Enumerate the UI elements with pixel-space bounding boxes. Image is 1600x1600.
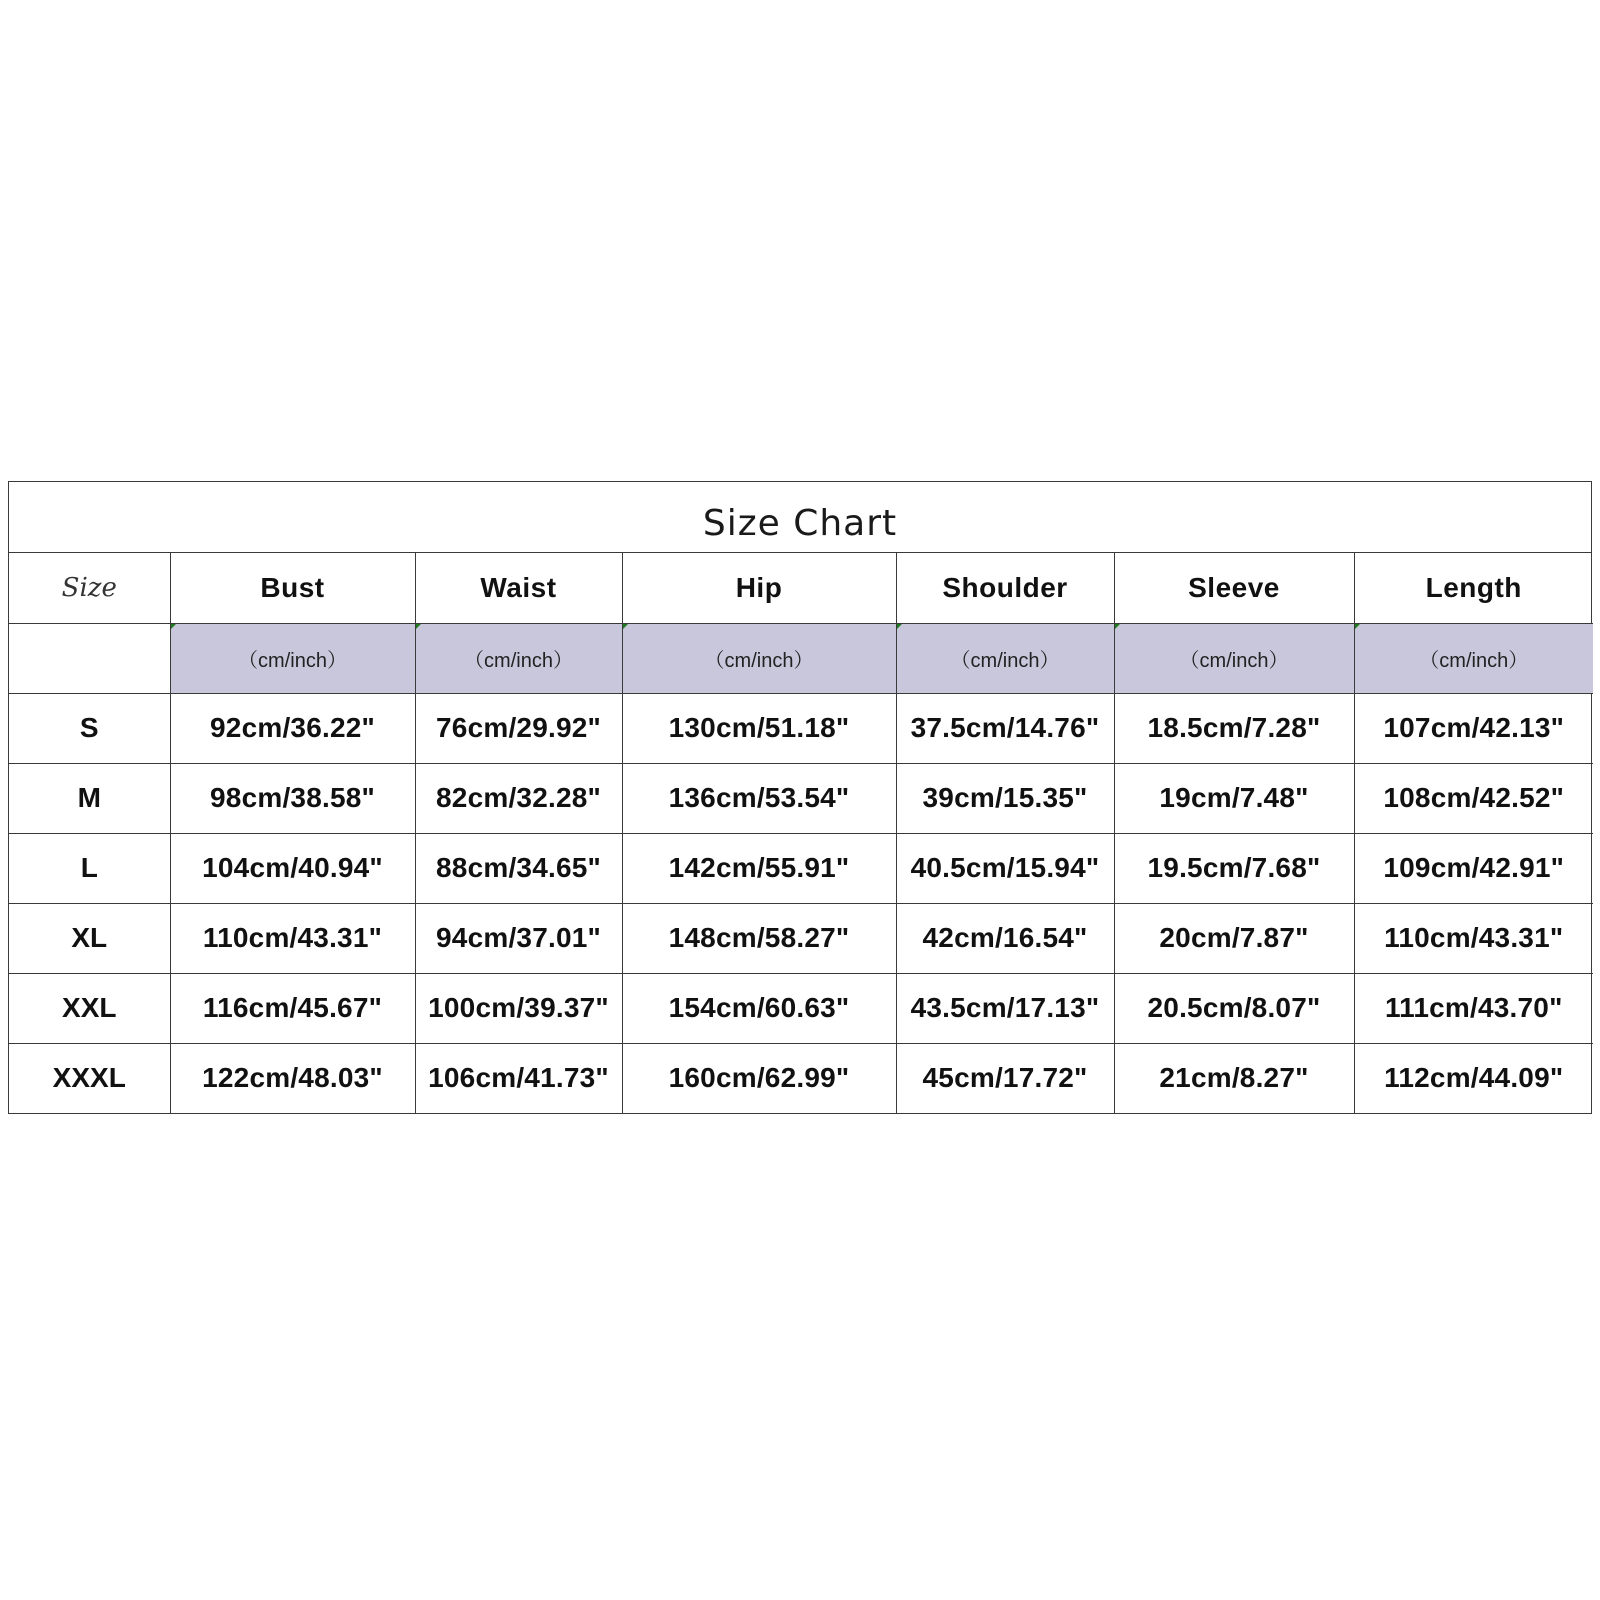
value-cell: 82cm/32.28"	[415, 763, 622, 833]
value-cell: 92cm/36.22"	[170, 693, 415, 763]
unit-label: （cm/inch）	[1179, 649, 1289, 672]
table-row	[9, 1043, 1593, 1113]
corner-tick-mark	[623, 624, 628, 629]
value-cell: 43.5cm/17.13"	[896, 973, 1114, 1043]
size-cell: XL	[9, 903, 170, 973]
value-cell: 98cm/38.58"	[170, 763, 415, 833]
value-cell: 20.5cm/8.07"	[1114, 973, 1354, 1043]
title-row	[9, 482, 1591, 553]
corner-tick-mark	[171, 624, 176, 629]
value-cell: 104cm/40.94"	[170, 833, 415, 903]
value-cell: 21cm/8.27"	[1114, 1043, 1354, 1113]
size-table	[9, 553, 1593, 1113]
size-cell: XXXL	[9, 1043, 170, 1113]
unit-label: （cm/inch）	[464, 649, 573, 672]
chart-title: Size Chart	[702, 502, 898, 544]
unit-cell-sleeve	[1114, 623, 1354, 693]
value-cell: 108cm/42.52"	[1354, 763, 1593, 833]
corner-tick-mark	[897, 624, 902, 629]
value-cell: 40.5cm/15.94"	[896, 833, 1114, 903]
column-header-length: Length	[1354, 553, 1593, 623]
value-cell: 130cm/51.18"	[622, 693, 896, 763]
value-cell: 39cm/15.35"	[896, 763, 1114, 833]
size-cell: M	[9, 763, 170, 833]
value-cell: 76cm/29.92"	[415, 693, 622, 763]
value-cell: 106cm/41.73"	[415, 1043, 622, 1113]
value-cell: 18.5cm/7.28"	[1114, 693, 1354, 763]
unit-label: （cm/inch）	[704, 649, 814, 672]
corner-tick-mark	[1355, 624, 1360, 629]
value-cell: 110cm/43.31"	[170, 903, 415, 973]
size-cell: S	[9, 693, 170, 763]
table-row	[9, 833, 1593, 903]
value-cell: 109cm/42.91"	[1354, 833, 1593, 903]
size-chart	[8, 481, 1592, 1114]
value-cell: 100cm/39.37"	[415, 973, 622, 1043]
value-cell: 42cm/16.54"	[896, 903, 1114, 973]
value-cell: 116cm/45.67"	[170, 973, 415, 1043]
unit-row-empty-cell	[9, 623, 170, 693]
table-row	[9, 693, 1593, 763]
value-cell: 111cm/43.70"	[1354, 973, 1593, 1043]
value-cell: 154cm/60.63"	[622, 973, 896, 1043]
value-cell: 136cm/53.54"	[622, 763, 896, 833]
size-column-label: Size	[61, 572, 117, 603]
value-cell: 107cm/42.13"	[1354, 693, 1593, 763]
value-cell: 94cm/37.01"	[415, 903, 622, 973]
unit-cell-bust	[170, 623, 415, 693]
value-cell: 148cm/58.27"	[622, 903, 896, 973]
column-header-bust: Bust	[170, 553, 415, 623]
unit-cell-waist	[415, 623, 622, 693]
header-row	[9, 553, 1593, 623]
value-cell: 160cm/62.99"	[622, 1043, 896, 1113]
value-cell: 20cm/7.87"	[1114, 903, 1354, 973]
value-cell: 19cm/7.48"	[1114, 763, 1354, 833]
unit-label: （cm/inch）	[950, 649, 1060, 672]
unit-label: （cm/inch）	[238, 649, 347, 672]
unit-cell-shoulder	[896, 623, 1114, 693]
size-cell: L	[9, 833, 170, 903]
value-cell: 19.5cm/7.68"	[1114, 833, 1354, 903]
value-cell: 45cm/17.72"	[896, 1043, 1114, 1113]
unit-cell-length	[1354, 623, 1593, 693]
corner-tick-mark	[416, 624, 421, 629]
table-row	[9, 763, 1593, 833]
size-header-cell	[9, 553, 170, 623]
value-cell: 142cm/55.91"	[622, 833, 896, 903]
value-cell: 122cm/48.03"	[170, 1043, 415, 1113]
table-row	[9, 973, 1593, 1043]
unit-row	[9, 623, 1593, 693]
size-cell: XXL	[9, 973, 170, 1043]
table-row	[9, 903, 1593, 973]
unit-label: （cm/inch）	[1419, 649, 1529, 672]
column-header-shoulder: Shoulder	[896, 553, 1114, 623]
value-cell: 110cm/43.31"	[1354, 903, 1593, 973]
value-cell: 112cm/44.09"	[1354, 1043, 1593, 1113]
corner-tick-mark	[1115, 624, 1120, 629]
unit-cell-hip	[622, 623, 896, 693]
value-cell: 37.5cm/14.76"	[896, 693, 1114, 763]
column-header-hip: Hip	[622, 553, 896, 623]
value-cell: 88cm/34.65"	[415, 833, 622, 903]
column-header-waist: Waist	[415, 553, 622, 623]
column-header-sleeve: Sleeve	[1114, 553, 1354, 623]
